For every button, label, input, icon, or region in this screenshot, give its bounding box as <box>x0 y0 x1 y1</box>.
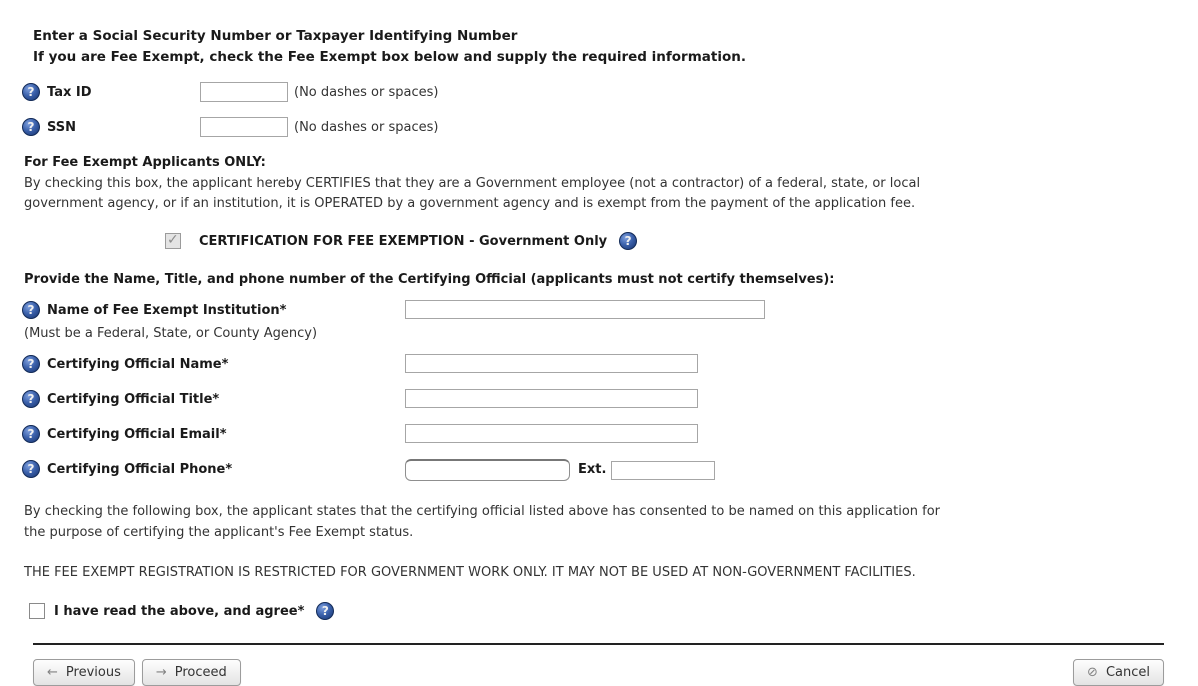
official-phone-row <box>22 459 1164 481</box>
ssn-input[interactable] <box>200 117 288 137</box>
official-email-row <box>22 424 1164 446</box>
previous-arrow-icon: ← <box>47 665 58 680</box>
official-email-label: Certifying Official Email* <box>47 426 227 442</box>
tax-id-help-icon[interactable]: ? <box>22 83 40 101</box>
phone-ext-input[interactable] <box>611 461 715 480</box>
official-title-label: Certifying Official Title* <box>47 391 220 407</box>
official-phone-input[interactable] <box>405 459 570 481</box>
restriction-paragraph: THE FEE EXEMPT REGISTRATION IS RESTRICTED FOR GOVERNMENT WORK ONLY. IT MAY NOT BE USED AT NON-GOVERNMENT FACILITIES. <box>24 565 916 580</box>
footer-button-bar <box>33 659 1164 686</box>
institution-help-icon[interactable]: ? <box>22 301 40 319</box>
cancel-button-label: Cancel <box>1105 665 1150 680</box>
previous-button-label: Previous <box>65 665 121 680</box>
ssn-help-icon[interactable]: ? <box>22 118 40 136</box>
fee-exempt-description: By checking this box, the applicant hereby CERTIFIES that they are a Government employee (not a contractor) of a federal, state, or local government agency, or if an institution, it is OPERATED by a government agency and is exempt from the payment of the application fee. <box>24 176 921 211</box>
certifying-official-heading: Provide the Name, Title, and phone number of the Certifying Official (applicants must not certify themselves): <box>24 272 835 287</box>
agree-help-icon[interactable]: ? <box>316 602 334 620</box>
page-heading-line2: If you are Fee Exempt, check the Fee Exempt box below and supply the required information. <box>33 49 746 65</box>
certification-help-icon[interactable]: ? <box>619 232 637 250</box>
certification-checkbox[interactable] <box>165 233 181 249</box>
cancel-button[interactable] <box>1073 659 1164 686</box>
agree-label: I have read the above, and agree* <box>54 603 305 619</box>
official-phone-help-icon[interactable]: ? <box>22 460 40 478</box>
phone-ext-label: Ext. <box>578 462 607 477</box>
cancel-slash-icon: ⊘ <box>1087 665 1098 680</box>
official-name-label: Certifying Official Name* <box>47 356 229 372</box>
institution-input[interactable] <box>405 300 765 319</box>
agree-row <box>22 600 1164 622</box>
official-title-row <box>22 389 1164 411</box>
ssn-note: (No dashes or spaces) <box>294 119 439 135</box>
previous-button[interactable] <box>33 659 135 686</box>
proceed-arrow-icon: → <box>155 665 167 680</box>
official-email-input[interactable] <box>405 424 698 443</box>
tax-id-input[interactable] <box>200 82 288 102</box>
official-title-input[interactable] <box>405 389 698 408</box>
consent-paragraph: By checking the following box, the applicant states that the certifying official listed above has consented to be named on this application for the purpose of certifying the applicant's Fee Exempt status. <box>24 504 941 540</box>
institution-row <box>22 300 1164 341</box>
agree-checkbox[interactable] <box>29 603 45 619</box>
ssn-row <box>22 116 1164 138</box>
tax-id-row <box>22 81 1164 103</box>
proceed-button[interactable] <box>142 659 241 686</box>
official-name-help-icon[interactable]: ? <box>22 355 40 373</box>
official-phone-label: Certifying Official Phone* <box>47 461 233 477</box>
tax-id-note: (No dashes or spaces) <box>294 84 439 100</box>
official-title-help-icon[interactable]: ? <box>22 390 40 408</box>
official-name-row <box>22 354 1164 376</box>
certification-row <box>22 230 1164 252</box>
fee-exempt-heading: For Fee Exempt Applicants ONLY: <box>24 155 266 170</box>
footer-divider <box>33 643 1164 645</box>
official-email-help-icon[interactable]: ? <box>22 425 40 443</box>
institution-label: Name of Fee Exempt Institution* <box>47 302 287 318</box>
tax-id-label: Tax ID <box>47 84 92 100</box>
page-heading-line1: Enter a Social Security Number or Taxpayer Identifying Number <box>33 28 518 44</box>
official-name-input[interactable] <box>405 354 698 373</box>
certification-label: CERTIFICATION FOR FEE EXEMPTION - Government Only <box>199 233 608 249</box>
ssn-label: SSN <box>47 119 77 135</box>
institution-sublabel: (Must be a Federal, State, or County Agency) <box>24 326 318 341</box>
proceed-button-label: Proceed <box>174 665 227 680</box>
